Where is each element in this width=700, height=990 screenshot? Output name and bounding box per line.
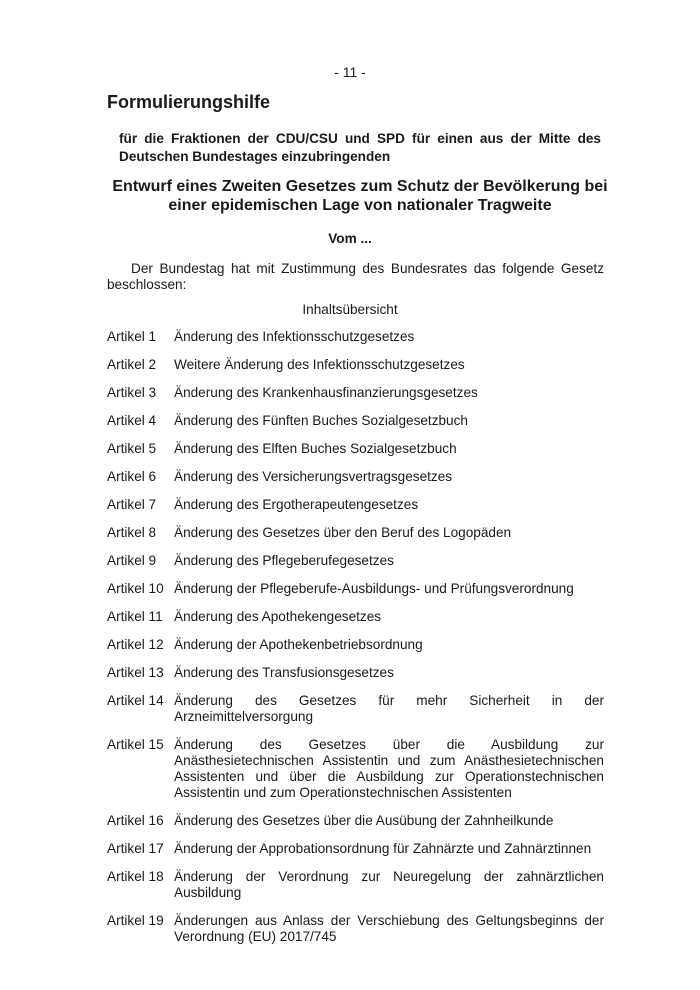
toc-item [107, 441, 604, 457]
toc-article-title: Änderung des Transfusionsgesetzes [174, 665, 394, 680]
toc-item [107, 357, 604, 373]
toc-article-title: Weitere Änderung des Infektionsschutzgesetzes [174, 357, 465, 372]
toc-article-number: Artikel 13 [107, 665, 164, 680]
toc-article-title: Änderung des Infektionsschutzgesetzes [174, 329, 415, 344]
toc-article-title: Änderung des Fünften Buches Sozialgesetzbuch [174, 413, 468, 428]
toc-article-number: Artikel 6 [107, 469, 157, 484]
toc-item [107, 665, 604, 681]
toc-article-title: Änderung des Versicherungsvertragsgesetzes [174, 469, 453, 484]
toc-article-title: Änderungen aus Anlass der Verschiebung des Geltungsbeginns der Verordnung (EU) 2017/745 [174, 913, 604, 944]
toc-article-number: Artikel 14 [107, 693, 164, 708]
toc-item [107, 737, 604, 801]
toc-article-title: Änderung der Approbationsordnung für Zahnärzte und Zahnärztinnen [174, 841, 592, 856]
document-subtitle: für die Fraktionen der CDU/CSU und SPD für einen aus der Mitte des Deutschen Bundestages einzubringenden [119, 131, 601, 164]
toc-article-number: Artikel 9 [107, 553, 157, 568]
toc-item [107, 637, 604, 653]
toc-article-number: Artikel 8 [107, 525, 157, 540]
toc-article-number: Artikel 2 [107, 357, 157, 372]
toc-item [107, 329, 604, 345]
toc-item [107, 841, 604, 857]
toc-item [107, 525, 604, 541]
toc-item [107, 581, 604, 597]
toc-article-number: Artikel 18 [107, 869, 164, 884]
toc-item [107, 813, 604, 829]
toc-item [107, 469, 604, 485]
toc-article-number: Artikel 10 [107, 581, 164, 596]
toc-article-title: Änderung des Gesetzes über den Beruf des Logopäden [174, 525, 512, 540]
toc-article-title: Änderung der Apothekenbetriebsordnung [174, 637, 423, 652]
toc-article-number: Artikel 15 [107, 737, 164, 752]
toc-article-title: Änderung des Gesetzes für mehr Sicherheit in der Arzneimittelversorgung [174, 693, 604, 724]
toc-article-title: Änderung der Pflegeberufe-Ausbildungs- und Prüfungsverordnung [174, 581, 574, 596]
toc-article-title: Änderung des Krankenhausfinanzierungsgesetzes [174, 385, 478, 400]
toc-article-number: Artikel 5 [107, 441, 157, 456]
toc-article-number: Artikel 11 [107, 609, 163, 624]
document-heading: Formulierungshilfe [107, 92, 271, 112]
toc-item [107, 553, 604, 569]
toc-article-title: Änderung des Elften Buches Sozialgesetzbuch [174, 441, 457, 456]
toc-article-number: Artikel 19 [107, 913, 164, 928]
draft-title: Entwurf eines Zweiten Gesetzes zum Schutz der Bevölkerung bei einer epidemischen Lage von nationaler Tragweite [112, 178, 608, 214]
intro-paragraph: Der Bundestag hat mit Zustimmung des Bundesrates das folgende Gesetz beschlossen: [107, 261, 604, 292]
toc-article-number: Artikel 16 [107, 813, 164, 828]
toc-article-title: Änderung des Apothekengesetzes [174, 609, 382, 624]
toc-item [107, 693, 604, 725]
page-number: - 11 - [334, 64, 366, 80]
toc-article-title: Änderung des Pflegeberufegesetzes [174, 553, 394, 568]
toc-item [107, 609, 604, 625]
toc-item [107, 385, 604, 401]
toc-article-number: Artikel 1 [107, 329, 157, 344]
toc-article-number: Artikel 7 [107, 497, 157, 512]
toc-article-title: Änderung des Gesetzes über die Ausübung der Zahnheilkunde [174, 813, 554, 828]
toc-article-number: Artikel 4 [107, 413, 157, 428]
date-line: Vom ... [328, 231, 372, 246]
toc-list [107, 329, 604, 957]
toc-item [107, 497, 604, 513]
toc-article-number: Artikel 17 [107, 841, 164, 856]
toc-item [107, 869, 604, 901]
toc-article-number: Artikel 12 [107, 637, 164, 652]
toc-heading: Inhaltsübersicht [302, 302, 398, 317]
toc-item [107, 413, 604, 429]
toc-article-title: Änderung des Ergotherapeutengesetzes [174, 497, 419, 512]
toc-article-number: Artikel 3 [107, 385, 157, 400]
toc-item [107, 913, 604, 945]
toc-article-title: Änderung der Verordnung zur Neuregelung der zahnärztlichen Ausbildung [174, 869, 604, 900]
toc-article-title: Änderung des Gesetzes über die Ausbildung zur Anästhesietechnischen Assistentin und zum Anästhesietechnischen Assistenten und über die Ausbildung zur Operationstechnischen Assistentin und zum Operationstechnischen Assistenten [174, 737, 604, 800]
